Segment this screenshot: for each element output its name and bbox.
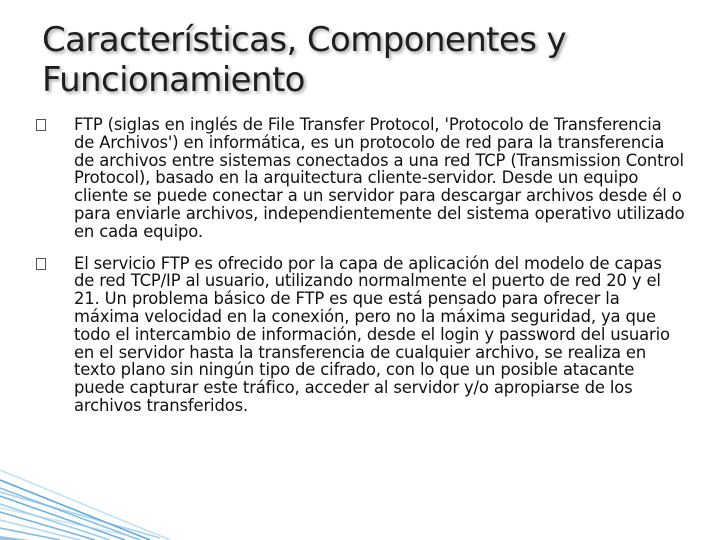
- bullet-text: FTP (siglas en inglés de File Transfer Protocol, 'Protocolo de Transferencia de Archivos') en informática, es un protocolo de red para la transferencia de archivos entre sistemas conectados a una red TCP (Transmission Control Protocol), basado en la arquitectura cliente-servidor. Desde un equipo cliente se puede conectar a un servidor para descargar archivos desde él o para enviarle archivos, independientemente del sistema operativo utilizado en cada equipo.: [74, 115, 685, 241]
- corner-decoration: [0, 450, 180, 540]
- square-bullet-icon: [36, 119, 46, 131]
- bullet-text: El servicio FTP es ofrecido por la capa de aplicación del modelo de capas de red TCP/IP al usuario, utilizando normalmente el puerto de red 20 y el 21. Un problema básico de FTP es que está pensado para ofrecer la máxima velocidad en la conexión, pero no la máxima seguridad, ya que todo el intercambio de información, desde el login y password del usuario en el servidor hasta la transferencia de cualquier archivo, se realiza en texto plano sin ningún tipo de cifrado, con lo que un posible atacante puede capturar este tráfico, acceder al servidor y/o apropiarse de los archivos transferidos.: [74, 253, 670, 415]
- bullet-item: [36, 255, 686, 415]
- square-bullet-icon: [36, 258, 46, 270]
- bullet-list: [36, 116, 686, 429]
- slide-title: Características, Componentes y Funcionamiento: [42, 20, 567, 100]
- bullet-item: [36, 116, 686, 241]
